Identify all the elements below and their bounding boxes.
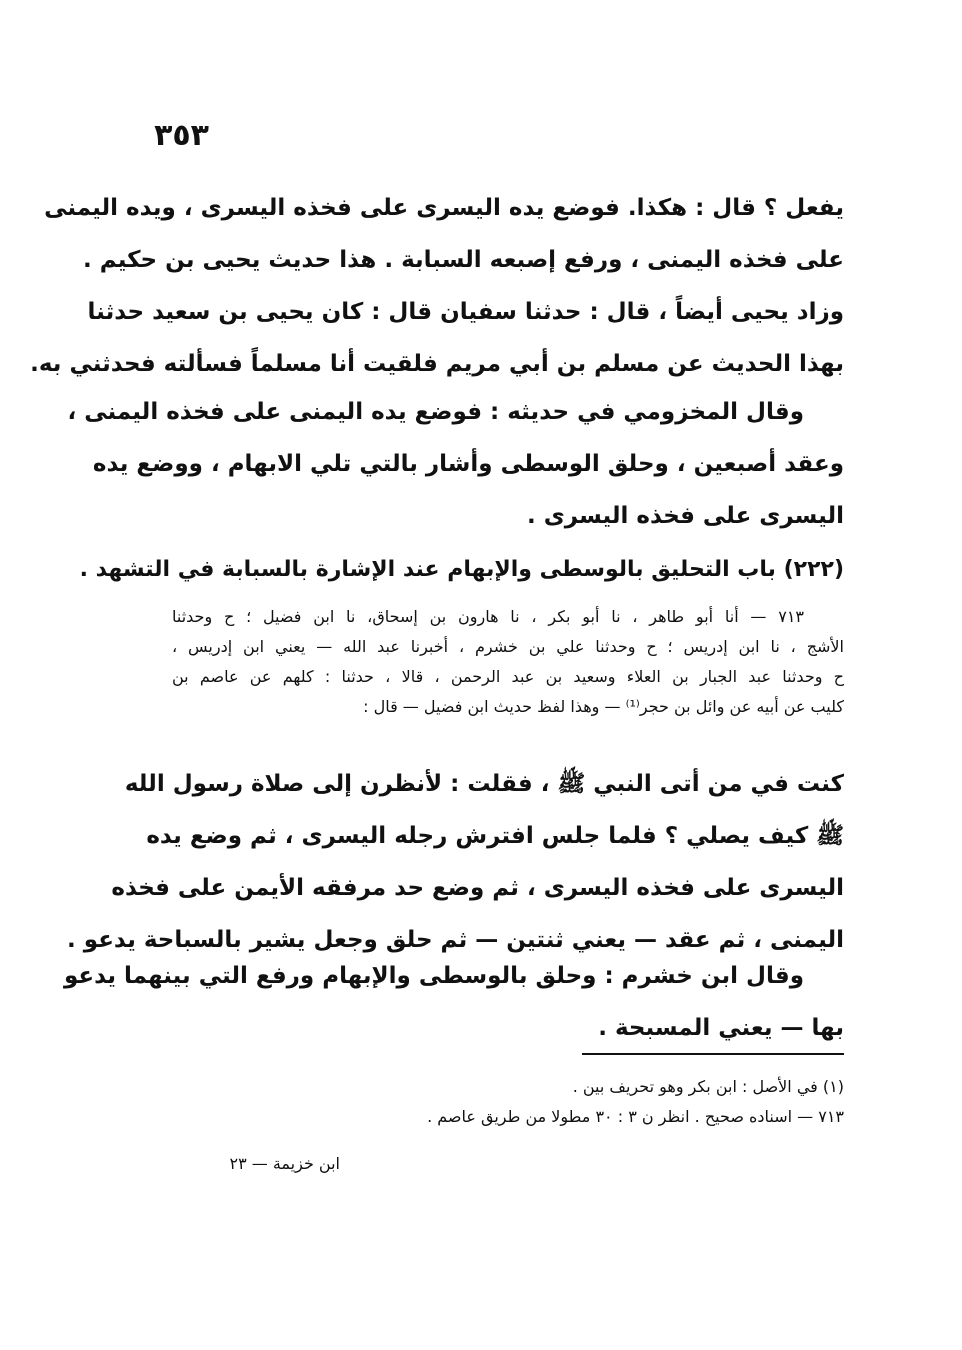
text-line: كنت في من أتى النبي ﷺ ، فقلت : لأنظرن إلى صلاة رسول الله bbox=[124, 771, 844, 797]
text-line: وقال ابن خشرم : وحلق بالوسطى والإبهام ورفع التي بينهما يدعو bbox=[63, 963, 804, 989]
paragraph-1 bbox=[30, 182, 844, 390]
hadith-line: ٧١٣ — أنا أبو طاهر ، نا أبو بكر ، نا هارون بن إسحاق، نا ابن فضيل ؛ ح وحدثنا bbox=[172, 607, 804, 626]
text-line: اليمنى ، ثم عقد — يعني ثنتين — ثم حلق وجعل يشير بالسباحة يدعو . bbox=[67, 927, 844, 953]
footnote-line: (١) في الأصل : ابن بكر وهو تحريف بين . bbox=[572, 1077, 844, 1096]
text-line: على فخذه اليمنى ، ورفع إصبعه السبابة . هذا حديث يحيى بن حكيم . bbox=[83, 247, 844, 273]
footnote-line: ٧١٣ — اسناده صحيح . انظر ن ٣ : ٣٠ مطولا من طريق عاصم . bbox=[427, 1107, 844, 1126]
text-line: وزاد يحيى أيضاً ، قال : حدثنا سفيان قال : كان يحيى بن سعيد حدثنا bbox=[87, 299, 844, 325]
hadith-line: ح وحدثنا عبد الجبار بن العلاء وسعيد بن عبد الرحمن ، قالا ، حدثنا : كلهم عن عاصم بن bbox=[172, 667, 844, 686]
text-line: وعقد أصبعين ، وحلق الوسطى وأشار بالتي تلي الابهام ، ووضع يده bbox=[92, 451, 844, 477]
text-line: بها — يعني المسبحة . bbox=[598, 1015, 844, 1041]
text-line: يفعل ؟ قال : هكذا. فوضع يده اليسرى على فخذه اليسرى ، ويده اليمنى bbox=[44, 195, 844, 221]
text-line: بهذا الحديث عن مسلم بن أبي مريم فلقيت أنا مسلماً فسألته فحدثني به. bbox=[30, 351, 844, 377]
hadith-line: كليب عن أبيه عن وائل بن حجر⁽¹⁾ — وهذا لفظ حديث ابن فضيل — قال : bbox=[363, 697, 844, 716]
footnote-separator bbox=[582, 1053, 844, 1055]
footnotes bbox=[172, 1072, 844, 1132]
chapter-heading-text: (٢٢٢) باب التحليق بالوسطى والإبهام عند الإشارة بالسبابة في التشهد . bbox=[79, 557, 844, 582]
paragraph-4 bbox=[63, 950, 844, 1054]
paragraph-3 bbox=[67, 758, 844, 966]
book-signature: ابن خزيمة — ٢٣ bbox=[229, 1154, 340, 1173]
text-line: وقال المخزومي في حديثه : فوضع يده اليمنى على فخذه اليمنى ، bbox=[67, 399, 804, 425]
paragraph-2 bbox=[67, 386, 844, 542]
hadith-chain bbox=[172, 602, 844, 722]
text-line: ﷺ كيف يصلي ؟ فلما جلس افترش رجله اليسرى ، ثم وضع يده bbox=[146, 823, 844, 849]
chapter-heading bbox=[79, 548, 844, 592]
hadith-line: الأشج ، نا ابن إدريس ؛ ح وحدثنا علي بن خشرم ، أخبرنا عبد الله — يعني ابن إدريس ، bbox=[172, 637, 844, 656]
text-line: اليسرى على فخذه اليسرى . bbox=[526, 503, 844, 529]
text-line: اليسرى على فخذه اليسرى ، ثم وضع حد مرفقه الأيمن على فخذه bbox=[111, 875, 844, 901]
page-number: ٣٥٣ bbox=[154, 118, 209, 153]
